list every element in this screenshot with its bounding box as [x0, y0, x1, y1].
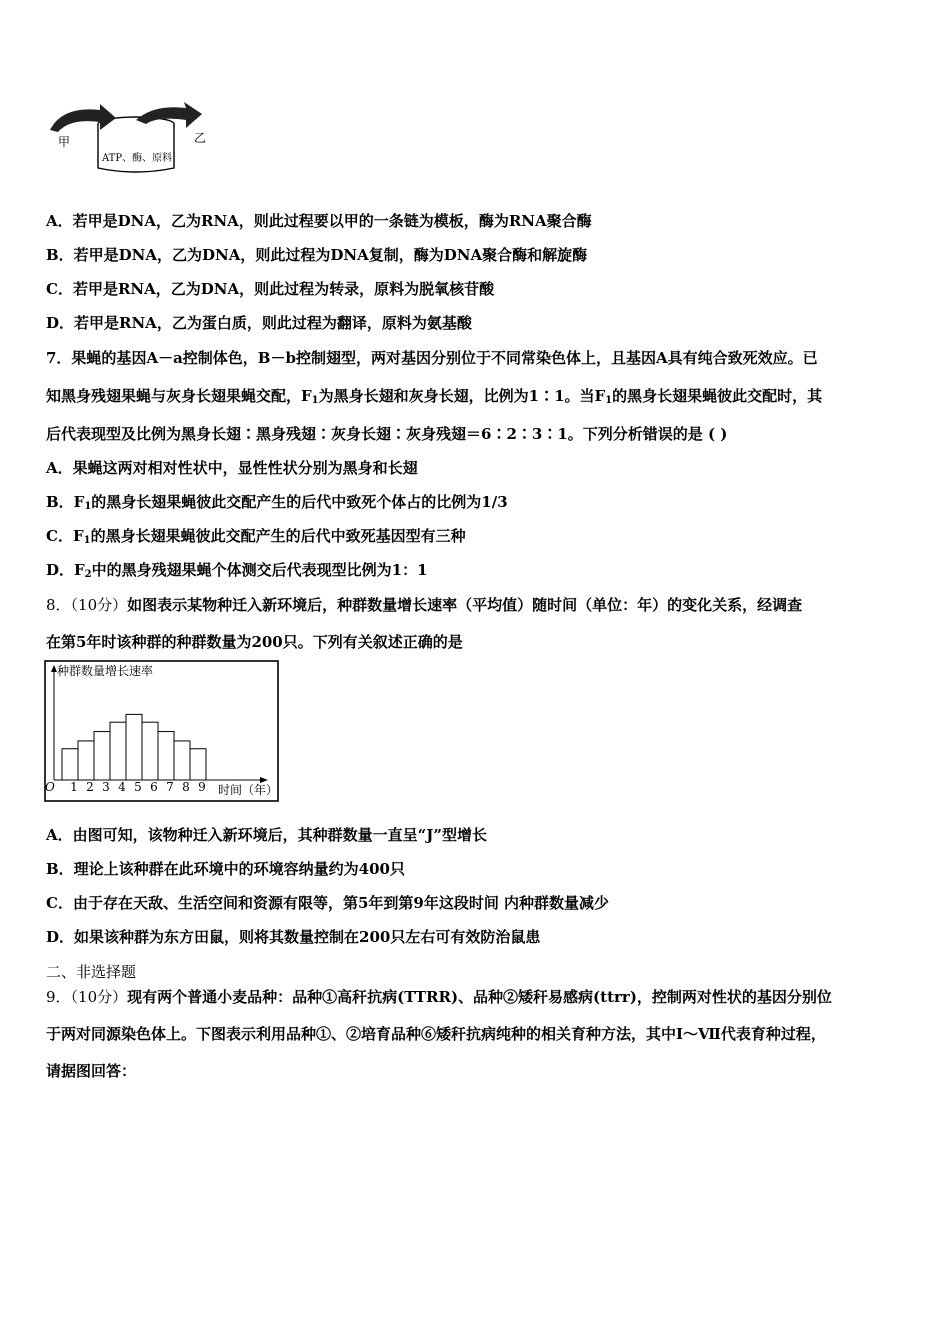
bar-year-7 — [158, 732, 174, 780]
q6-option-a: A．若甲是DNA，乙为RNA，则此过程要以甲的一条链为模板，酶为RNA聚合酶 — [46, 212, 592, 230]
tick-label-1: 1 — [70, 780, 78, 794]
q8-line1-text: 如图表示某物种迁入新环境后，种群数量增长速率（平均值）随时间（单位：年）的变化关系，经调查 — [127, 596, 803, 614]
q7-option-a: A．果蝇这两对相对性状中，显性性状分别为黑身和长翅 — [46, 459, 418, 477]
q7-line2-b: 为黑身长翅和灰身长翅，比例为1∶1。当F — [318, 387, 606, 405]
growth-rate-chart — [44, 660, 284, 806]
q9-line1 — [46, 986, 832, 1007]
tick-label-9: 9 — [198, 780, 206, 794]
q6-option-b: B．若甲是DNA，乙为DNA，则此过程为DNA复制，酶为DNA聚合酶和解旋酶 — [46, 246, 588, 264]
q7-line2-sub1: 1 — [311, 395, 319, 406]
q7-option-d-sub: 2 — [84, 569, 92, 580]
q9-line1-text: 现有两个普通小麦品种：品种①高秆抗病(TTRR)、品种②矮秆易感病(ttrr)，控制两对性状的基因分别位 — [127, 988, 832, 1006]
q6-option-d: D．若甲是RNA，乙为蛋白质，则此过程为翻译，原料为氨基酸 — [46, 314, 472, 332]
tick-label-8: 8 — [182, 780, 190, 794]
q7-option-b — [46, 491, 508, 512]
bar-year-2 — [78, 741, 94, 780]
q7-option-c-sub: 1 — [83, 535, 91, 546]
bar-year-9 — [190, 749, 206, 780]
q7-line2 — [46, 385, 822, 406]
q7-line2-c: 的黑身长翅果蝇彼此交配时，其 — [612, 387, 823, 405]
tick-label-5: 5 — [134, 780, 142, 794]
q8-number: 8．（10分） — [46, 596, 128, 614]
q7-line2-sub2: 1 — [605, 395, 613, 406]
q7-option-b-pre: B．F — [46, 493, 85, 511]
q7-option-b-sub: 1 — [84, 501, 92, 512]
bar-year-5 — [126, 714, 142, 780]
q8-option-a: A．由图可知，该物种迁入新环境后，其种群数量一直呈“J”型增长 — [46, 826, 487, 844]
bar-year-6 — [142, 722, 158, 780]
origin-label: O — [45, 780, 55, 794]
q9-number: 9．（10分） — [46, 988, 128, 1006]
q7-option-d-pre: D．F — [46, 561, 85, 579]
right-label: 乙 — [194, 131, 207, 145]
q7-option-c — [46, 525, 466, 546]
tick-label-4: 4 — [118, 780, 126, 794]
q8-option-b: B．理论上该种群在此环境中的环境容纳量约为400只 — [46, 860, 405, 878]
q7-option-d-post: 中的黑身残翅果蝇个体测交后代表现型比例为1：1 — [91, 561, 428, 579]
q8-line1 — [46, 594, 802, 615]
q7-option-c-pre: C．F — [46, 527, 84, 545]
bar-year-3 — [94, 732, 110, 780]
bar-year-1 — [62, 749, 78, 780]
q8-option-c: C．由于存在天敌、生活空间和资源有限等，第5年到第9年这段时间 内种群数量减少 — [46, 894, 610, 912]
q7-option-b-post: 的黑身长翅果蝇彼此交配产生的后代中致死个体占的比例为1/3 — [91, 493, 508, 511]
section-heading: 二、非选择题 — [46, 963, 137, 981]
bar-year-4 — [110, 722, 126, 780]
process-diagram — [44, 102, 224, 182]
tick-label-3: 3 — [102, 780, 110, 794]
tick-label-6: 6 — [150, 780, 158, 794]
tick-label-7: 7 — [166, 780, 174, 794]
q7-line2-a: 知黑身残翅果蝇与灰身长翅果蝇交配，F — [46, 387, 312, 405]
q9-line2: 于两对同源染色体上。下图表示利用品种①、②培育品种⑥矮秆抗病纯种的相关育种方法，其中Ⅰ～Ⅶ代表育种过程， — [46, 1025, 826, 1043]
q9-line3: 请据图回答： — [46, 1062, 137, 1080]
center-label: ATP、酶、原料 — [102, 153, 173, 164]
q6-option-c: C．若甲是RNA，乙为DNA，则此过程为转录，原料为脱氧核苷酸 — [46, 280, 495, 298]
q8-option-d: D．如果该种群为东方田鼠，则将其数量控制在200只左右可有效防治鼠患 — [46, 928, 541, 946]
q7-option-c-post: 的黑身长翅果蝇彼此交配产生的后代中致死基因型有三种 — [90, 527, 466, 545]
q7-line3: 后代表现型及比例为黑身长翅∶黑身残翅∶灰身长翅∶灰身残翅＝6∶2∶3∶1。下列分析错误的是 ( ) — [46, 425, 728, 443]
y-axis-label: 种群数量增长速率 — [57, 664, 154, 678]
cylinder-body — [98, 124, 174, 172]
q7-option-d — [46, 559, 428, 580]
left-label: 甲 — [58, 135, 71, 149]
tick-label-2: 2 — [86, 780, 94, 794]
bar-year-8 — [174, 741, 190, 780]
q7-line1: 7．果蝇的基因A－a控制体色，B－b控制翅型，两对基因分别位于不同常染色体上，且基因A具有纯合致死效应。已 — [46, 349, 818, 367]
q8-line2: 在第5年时该种群的种群数量为200只。下列有关叙述正确的是 — [46, 633, 463, 651]
x-axis-label: 时间（年） — [218, 783, 279, 797]
